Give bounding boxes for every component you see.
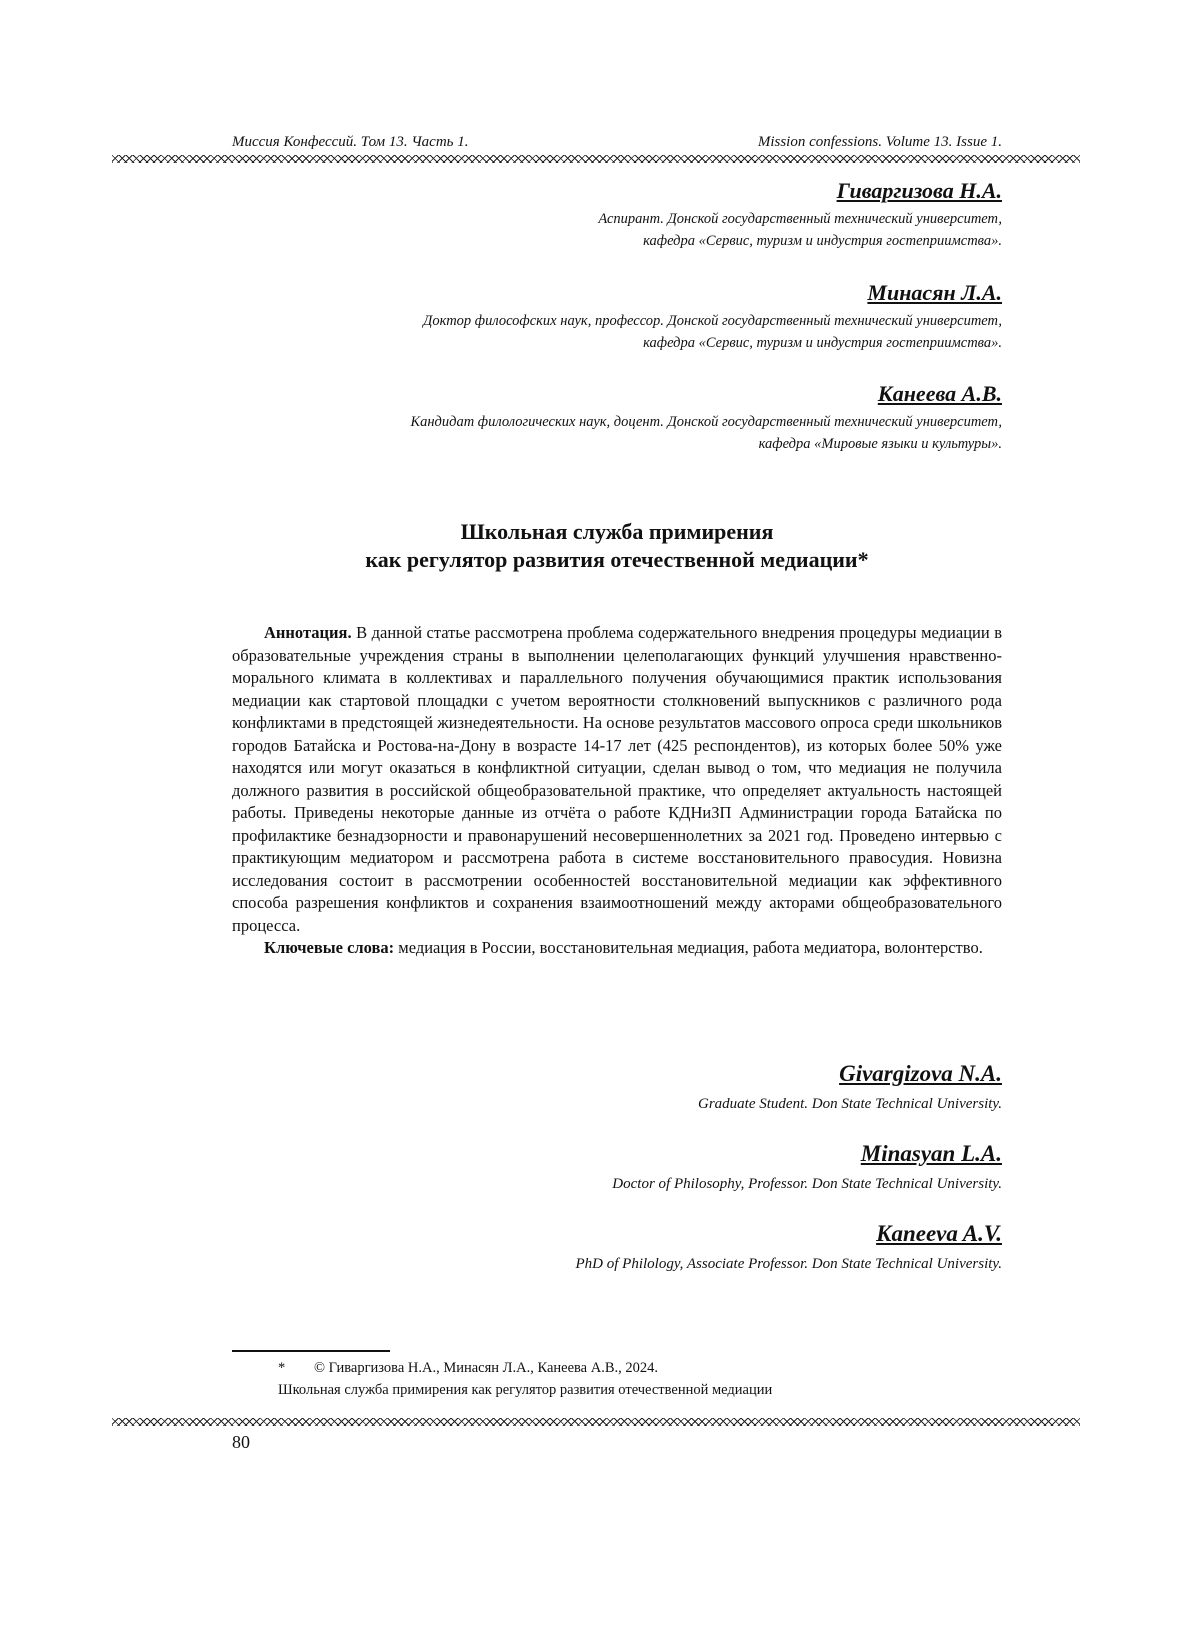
author-name: Givargizova N.A.: [698, 1060, 1002, 1088]
keywords-label: Ключевые слова:: [264, 938, 394, 957]
keywords-text: медиация в России, восстановительная медиация, работа медиатора, волонтерство.: [398, 938, 983, 957]
running-header: [232, 134, 1002, 151]
abstract: [232, 622, 1002, 960]
ornament-divider-bottom: [112, 1418, 1080, 1426]
author-ru-1: [598, 178, 1002, 252]
author-affiliation: Doctor of Philosophy, Professor. Don State Technical University.: [612, 1174, 1002, 1194]
author-name: Minasyan L.A.: [612, 1140, 1002, 1168]
affiliation-line: Доктор философских наук, профессор. Донской государственный технический университет,: [423, 310, 1002, 332]
keywords-paragraph: [232, 937, 1002, 960]
abstract-paragraph: [232, 622, 1002, 937]
author-en-2: [612, 1140, 1002, 1194]
author-en-1: [698, 1060, 1002, 1114]
author-affiliation: [410, 411, 1002, 455]
footnote-line: [278, 1357, 772, 1379]
author-name: Минасян Л.А.: [423, 280, 1002, 306]
author-affiliation: [598, 208, 1002, 252]
running-header-right: Mission confessions. Volume 13. Issue 1.: [758, 134, 1002, 151]
article-title-line: как регулятор развития отечественной медиации*: [232, 546, 1002, 574]
affiliation-line: кафедра «Мировые языки и культуры».: [410, 433, 1002, 455]
running-header-left: Миссия Конфессий. Том 13. Часть 1.: [232, 134, 469, 151]
footnote: [278, 1357, 772, 1401]
author-name: Канеева А.В.: [410, 381, 1002, 407]
footnote-rule: [232, 1350, 390, 1352]
affiliation-line: кафедра «Сервис, туризм и индустрия гостеприимства».: [598, 230, 1002, 252]
footnote-copyright: © Гиваргизова Н.А., Минасян Л.А., Канеева А.В., 2024.: [314, 1360, 658, 1376]
abstract-text: В данной статье рассмотрена проблема содержательного внедрения процедуры медиации в образовательные учреждения страны в выполнении целеполагающих функций улучшения нравственно-морального климата в коллективах и параллельного получения обучающимися практик использования медиации как стартовой площадки с учетом вероятности столкновений выпускников с различного рода конфликтами в предстоящей жизнедеятельности. На основе результатов массового опроса среди школьников городов Батайска и Ростова-на-Дону в возрасте 14-17 лет (425 респондентов), из которых более 50% уже находятся или могут оказаться в конфликтной ситуации, сделан вывод о том, что медиация не получила должного развития в российской общеобразовательной практике, что определяет актуальность настоящей работы. Приведены некоторые данные из отчёта о работе КДНиЗП Администрации города Батайска по профилактике безнадзорности и правонарушений несовершеннолетних за 2021 год. Проведено интервью с практикующим медиатором и рассмотрена работа в системе восстановительного правосудия. Новизна исследования состоит в рассмотрении особенностей восстановительной медиации как эффективного способа разрешения конфликтов и сохранения взаимоотношений между акторами общеобразовательного процесса.: [232, 623, 1002, 935]
footnote-mark: *: [278, 1357, 314, 1379]
author-affiliation: Graduate Student. Don State Technical University.: [698, 1094, 1002, 1114]
author-name: Kaneeva A.V.: [576, 1220, 1003, 1248]
author-affiliation: [423, 310, 1002, 354]
article-title-line: Школьная служба примирения: [232, 518, 1002, 546]
footnote-line: Школьная служба примирения как регулятор развития отечественной медиации: [278, 1379, 772, 1401]
author-en-3: [576, 1220, 1003, 1274]
affiliation-line: Кандидат филологических наук, доцент. Донской государственный технический университет,: [410, 411, 1002, 433]
author-ru-2: [423, 280, 1002, 354]
journal-page: [0, 0, 1200, 1638]
author-name: Гиваргизова Н.А.: [598, 178, 1002, 204]
page-number: 80: [232, 1432, 250, 1453]
affiliation-line: кафедра «Сервис, туризм и индустрия гостеприимства».: [423, 332, 1002, 354]
article-title: [232, 518, 1002, 574]
abstract-label: Аннотация.: [264, 623, 352, 642]
affiliation-line: Аспирант. Донской государственный технический университет,: [598, 208, 1002, 230]
author-ru-3: [410, 381, 1002, 455]
author-affiliation: PhD of Philology, Associate Professor. Don State Technical University.: [576, 1254, 1003, 1274]
ornament-divider-top: [112, 155, 1080, 163]
